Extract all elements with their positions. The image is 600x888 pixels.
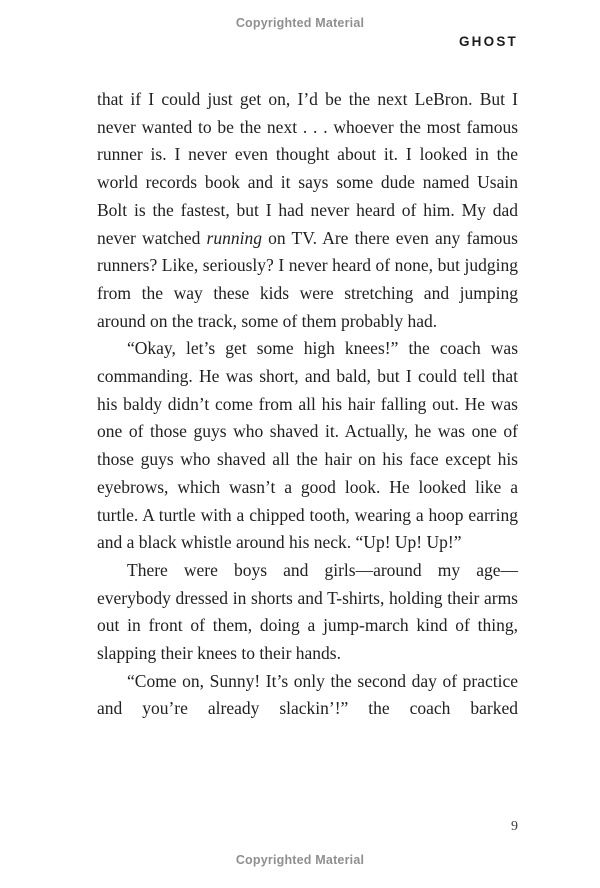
body-text xyxy=(97,86,518,723)
copyright-notice-top: Copyrighted Material xyxy=(235,16,365,30)
paragraph: “Come on, Sunny! It’s only the second day of practice and you’re already slackin’!” the coach barked xyxy=(97,670,518,719)
page-number: 9 xyxy=(511,819,518,834)
paragraph: “Okay, let’s get some high knees!” the coach was commanding. He was short, and bald, but I could tell that his baldy didn’t come from all his hair falling out. He was one of those guys who shaved it. Actually, he was one of those guys who shaved all the hair on his face except his eyebrows, which wasn’t a good look. He looked like a turtle. A turtle with a chipped tooth, wearing a hoop earring and a black whistle around his neck. “Up! Up! Up!” xyxy=(97,338,518,553)
running-header-title: GHOST xyxy=(458,34,518,49)
paragraph: There were boys and girls—around my age—everybody dressed in shorts and T-shirts, holding their arms out in front of them, doing a jump-march kind of thing, slapping their knees to their hands. xyxy=(97,559,518,664)
copyright-notice-bottom: Copyrighted Material xyxy=(235,853,365,867)
paragraph: that if I could just get on, I’d be the next LeBron. But I never wanted to be the next . . . whoever the most famous runner is. I never even thought about it. I looked in the world records book and it says some dude named Usain Bolt is the fastest, but I had never heard of him. My dad never watched running on TV. Are there even any famous runners? Like, seriously? I never heard of none, but judging from the way these kids were stretching and jumping around on the track, some of them probably had. xyxy=(97,89,518,331)
